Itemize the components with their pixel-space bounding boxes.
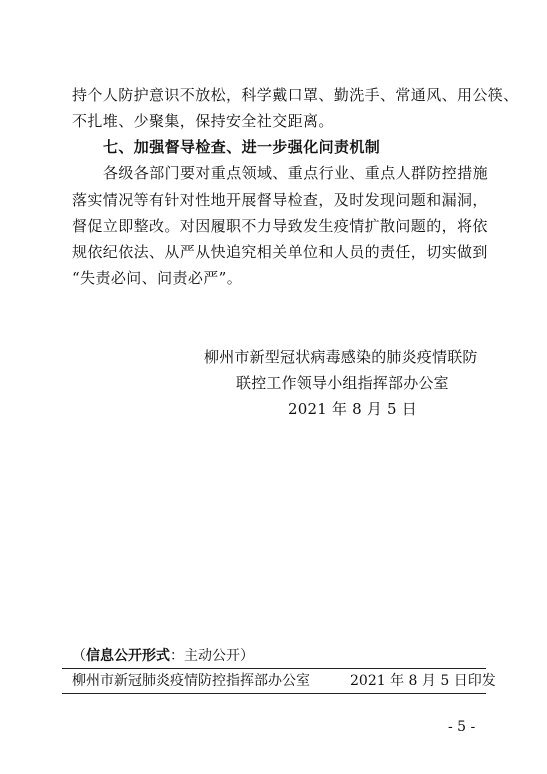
section-line-1: 各级各部门要对重点领域、重点行业、重点人群防控措施 [103,164,489,182]
section-line-5: “失责必问、问责必严”。 [72,269,243,287]
section-line-4: 规依纪依法、从严从快追究相关单位和人员的责任，切实做到 [72,243,488,261]
disclosure-open-paren: （ [72,648,86,664]
disclosure-colon: ： [170,648,184,664]
page-number: - 5 - [448,719,476,735]
footer-bottom-rule [62,693,486,694]
disclosure-value: 主动公开 [184,648,240,664]
disclosure-notice [72,647,254,665]
section-heading: 七、加强督导检查、进一步强化问责机制 [103,138,381,156]
signature-org-line-2: 联控工作领导小组指挥部办公室 [236,374,449,392]
footer-issue-date: 2021 年 8 月 5 日印发 [350,673,496,689]
footer-top-rule [62,668,486,669]
footer-issuer: 柳州市新冠肺炎疫情防控指挥部办公室 [72,673,310,689]
disclosure-close-paren: ） [240,648,254,664]
body-line-2: 不扎堆、少聚集，保持安全社交距离。 [72,112,334,130]
signature-org-line-1: 柳州市新型冠状病毒感染的肺炎疫情联防 [204,348,478,366]
body-line-1: 持个人防护意识不放松，科学戴口罩、勤洗手、常通风、用公筷、 [72,86,519,104]
disclosure-label: 信息公开形式 [86,648,170,664]
section-line-3: 督促立即整改。对因履职不力导致发生疫情扩散问题的，将依 [72,217,488,235]
section-line-2: 落实情况等有针对性地开展督导检查，及时发现问题和漏洞， [72,191,488,209]
signature-date: 2021 年 8 月 5 日 [288,400,417,418]
